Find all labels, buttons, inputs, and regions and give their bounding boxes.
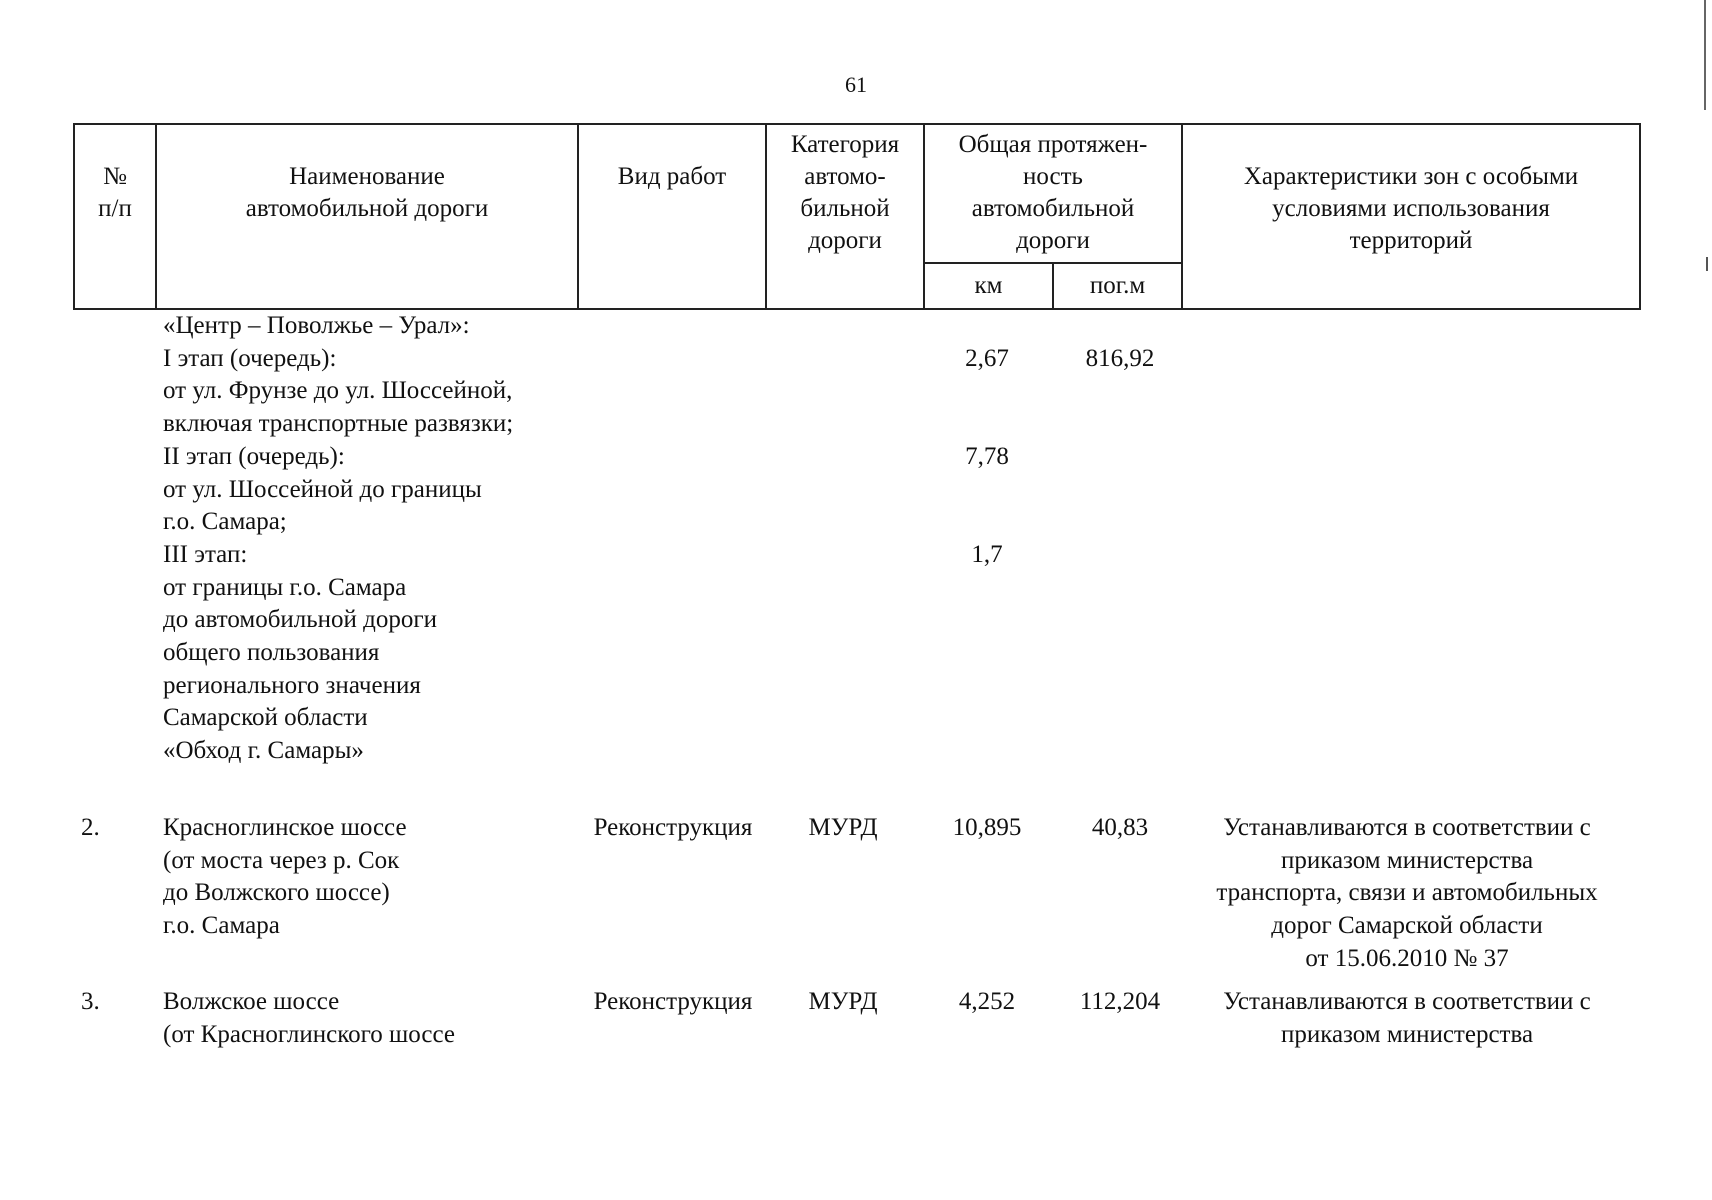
header-category: Категория автомо- бильной дороги — [766, 124, 924, 309]
row-number: 2. — [81, 814, 100, 841]
header-linear-meters: пог.м — [1053, 263, 1182, 309]
length-km: 2,67 7,78 1,7 — [965, 344, 1009, 568]
road-name: Волжское шоссе (от Красноглинского шоссе — [163, 988, 455, 1048]
length-linear-meters: 40,83 — [1091, 814, 1149, 841]
page-number: 61 — [845, 72, 867, 97]
header-road-name: Наименование автомобильной дороги — [156, 124, 578, 309]
work-type: Реконструкция — [593, 988, 753, 1015]
header-work-type: Вид работ — [578, 124, 766, 309]
road-name: Красноглинское шоссе (от моста через р. Сок до Волжского шоссе) г.о. Самара — [163, 814, 407, 940]
length-linear-meters: 112,204 — [1079, 988, 1161, 1015]
table-header — [73, 123, 1641, 310]
work-type: Реконструкция — [593, 814, 753, 841]
zone-characteristics: Устанавливаются в соответствии с приказом министерства транспорта, связи и автомобильных дорог Самарской области от 15.06.2010 № 37 — [1216, 814, 1598, 972]
zone-characteristics: Устанавливаются в соответствии с приказом министерства — [1223, 988, 1591, 1048]
road-name: «Центр – Поволжье – Урал»: I этап (очередь): от ул. Фрунзе до ул. Шоссейной, включая транспортные развязки; II этап (очередь): от ул. Шоссейной до границы г.о. Самара; III этап: от границы г.о. Самара до автомобильной дороги общего пользования регионального значения Самарской области «Обход г. Самары» — [163, 312, 514, 765]
length-km: 4,252 — [958, 988, 1016, 1015]
scan-artifact — [1706, 257, 1708, 271]
row-number: 3. — [81, 988, 100, 1015]
scan-edge-artifact — [1704, 0, 1706, 110]
road-category: МУРД — [808, 814, 878, 841]
header-zone-characteristics: Характеристики зон с особыми условиями использования территорий — [1182, 124, 1640, 309]
header-number: № п/п — [74, 124, 156, 309]
header-total-length: Общая протяжен- ность автомобильной дороги — [924, 124, 1182, 263]
length-linear-meters: 816,92 — [1085, 344, 1155, 372]
length-km: 10,895 — [952, 814, 1022, 841]
header-km: км — [924, 263, 1053, 309]
road-category: МУРД — [808, 988, 878, 1015]
